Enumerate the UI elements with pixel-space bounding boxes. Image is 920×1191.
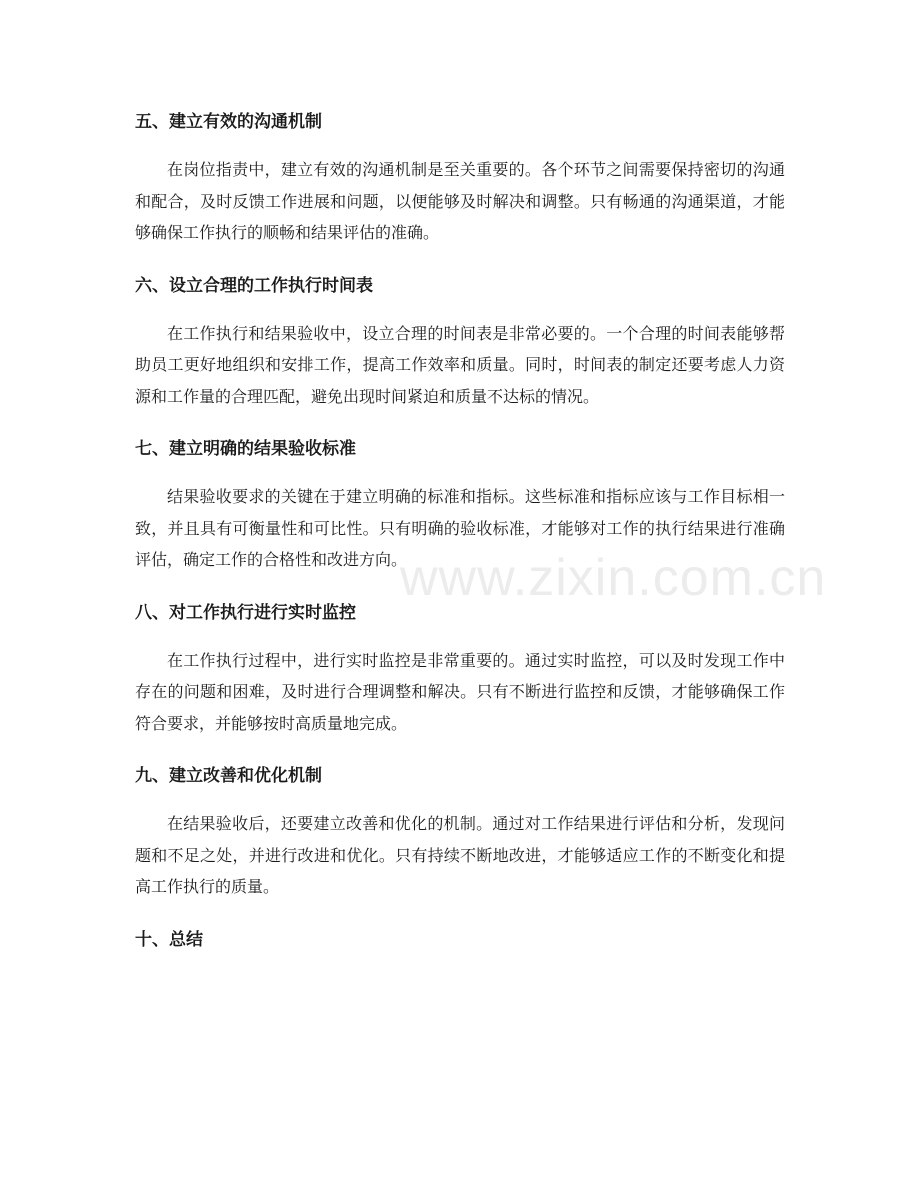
section-paragraph: 在结果验收后，还要建立改善和优化的机制。通过对工作结果进行评估和分析，发现问题和不足之处，并进行改进和优化。只有持续不断地改进，才能够适应工作的不断变化和提高工作执行的质量。	[135, 814, 785, 896]
section-heading: 八、对工作执行进行实时监控	[135, 602, 356, 623]
section-acceptance-standard	[135, 431, 785, 576]
section-heading: 五、建立有效的沟通机制	[135, 112, 322, 132]
document-body	[135, 104, 785, 972]
section-heading: 九、建立改善和优化机制	[135, 766, 322, 786]
section-monitoring	[135, 595, 785, 740]
section-paragraph: 在岗位指责中，建立有效的沟通机制是至关重要的。各个环节之间需要保持密切的沟通和配合，及时反馈工作进展和问题，以便能够及时解决和调整。只有畅通的沟通渠道，才能够确保工作执行的顺畅和结果评估的准确。	[135, 160, 785, 242]
section-paragraph: 在工作执行过程中，进行实时监控是非常重要的。通过实时监控，可以及时发现工作中存在的问题和困难，及时进行合理调整和解决。只有不断进行监控和反馈，才能够确保工作符合要求，并能够按时高质量地完成。	[135, 650, 785, 733]
section-heading: 六、设立合理的工作执行时间表	[135, 275, 373, 296]
watermark: www.zixin.com.cn	[400, 549, 827, 607]
section-communication	[135, 104, 785, 249]
section-schedule	[135, 268, 785, 413]
section-paragraph: 在工作执行和结果验收中，设立合理的时间表是非常必要的。一个合理的时间表能够帮助员工更好地组织和安排工作，提高工作效率和质量。同时，时间表的制定还要考虑人力资源和工作量的合理匹配，避免出现时间紧迫和质量不达标的情况。	[135, 323, 785, 406]
section-summary	[135, 922, 785, 958]
section-heading: 七、建立明确的结果验收标准	[135, 439, 356, 459]
section-paragraph: 结果验收要求的关键在于建立明确的标准和指标。这些标准和指标应该与工作目标相一致，并且具有可衡量性和可比性。只有明确的验收标准，才能够对工作的执行结果进行准确评估，确定工作的合格性和改进方向。	[135, 487, 785, 569]
section-heading: 十、总结	[135, 929, 203, 950]
section-improvement	[135, 758, 785, 903]
